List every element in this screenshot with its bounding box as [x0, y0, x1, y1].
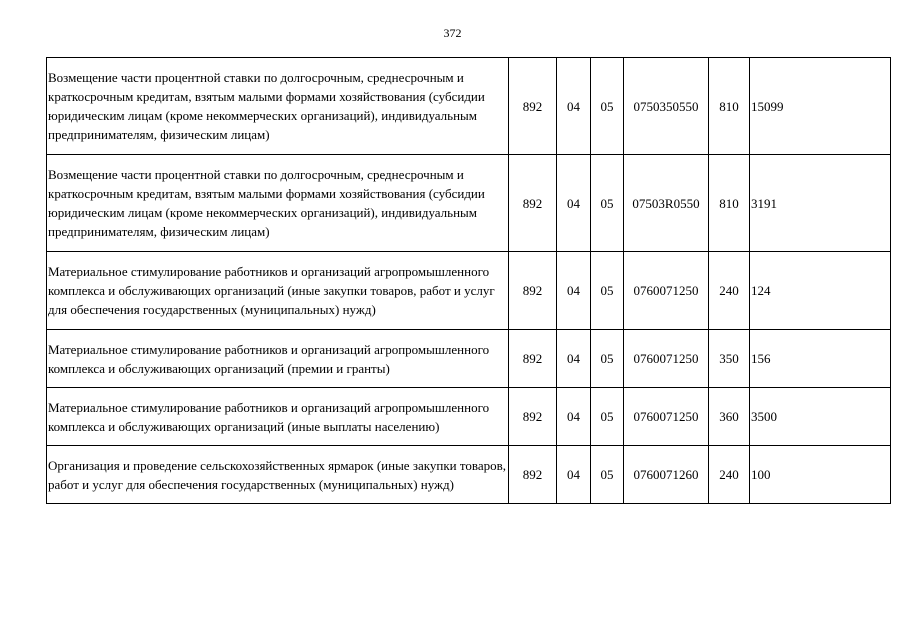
amount: 3191 — [750, 155, 891, 252]
amount: 156 — [750, 330, 891, 388]
row-description: Материальное стимулирование работников и организаций агропромышленного комплекса и обслуживающих организаций (иные закупки товаров, работ и услуг для обеспечения государственных (муниципальных) нужд) — [47, 252, 509, 330]
table-row — [47, 155, 891, 252]
amount: 3500 — [750, 388, 891, 446]
expense-type-code: 240 — [709, 252, 750, 330]
target-article-code: 0760071250 — [624, 330, 709, 388]
expense-type-code: 350 — [709, 330, 750, 388]
subsection-code: 05 — [591, 58, 624, 155]
section-code: 04 — [557, 155, 591, 252]
subsection-code: 05 — [591, 330, 624, 388]
expense-type-code: 810 — [709, 58, 750, 155]
section-code: 04 — [557, 330, 591, 388]
table-row — [47, 58, 891, 155]
ministry-code: 892 — [509, 252, 557, 330]
subsection-code: 05 — [591, 155, 624, 252]
subsection-code: 05 — [591, 252, 624, 330]
ministry-code: 892 — [509, 58, 557, 155]
section-code: 04 — [557, 252, 591, 330]
target-article-code: 0760071250 — [624, 388, 709, 446]
row-description: Возмещение части процентной ставки по долгосрочным, среднесрочным и краткосрочным кредитам, взятым малыми формами хозяйствования (субсидии юридическим лицам (кроме некоммерческих организаций), индивидуальным предпринимателям, физическим лицам) — [47, 58, 509, 155]
subsection-code: 05 — [591, 388, 624, 446]
table-row — [47, 252, 891, 330]
ministry-code: 892 — [509, 388, 557, 446]
expense-type-code: 810 — [709, 155, 750, 252]
section-code: 04 — [557, 446, 591, 504]
amount: 124 — [750, 252, 891, 330]
budget-table — [46, 57, 891, 504]
table-row — [47, 388, 891, 446]
amount: 15099 — [750, 58, 891, 155]
ministry-code: 892 — [509, 155, 557, 252]
table-row — [47, 446, 891, 504]
target-article-code: 0760071260 — [624, 446, 709, 504]
ministry-code: 892 — [509, 446, 557, 504]
section-code: 04 — [557, 58, 591, 155]
row-description: Материальное стимулирование работников и организаций агропромышленного комплекса и обслуживающих организаций (премии и гранты) — [47, 330, 509, 388]
expense-type-code: 240 — [709, 446, 750, 504]
amount: 100 — [750, 446, 891, 504]
row-description: Возмещение части процентной ставки по долгосрочным, среднесрочным и краткосрочным кредитам, взятым малыми формами хозяйствования (субсидии юридическим лицам (кроме некоммерческих организаций), индивидуальным предпринимателям, физическим лицам) — [47, 155, 509, 252]
table-row — [47, 330, 891, 388]
target-article-code: 07503R0550 — [624, 155, 709, 252]
section-code: 04 — [557, 388, 591, 446]
target-article-code: 0750350550 — [624, 58, 709, 155]
row-description: Организация и проведение сельскохозяйственных ярмарок (иные закупки товаров, работ и услуг для обеспечения государственных (муниципальных) нужд) — [47, 446, 509, 504]
expense-type-code: 360 — [709, 388, 750, 446]
target-article-code: 0760071250 — [624, 252, 709, 330]
page-number: 372 — [443, 26, 462, 40]
row-description: Материальное стимулирование работников и организаций агропромышленного комплекса и обслуживающих организаций (иные выплаты населению) — [47, 388, 509, 446]
ministry-code: 892 — [509, 330, 557, 388]
subsection-code: 05 — [591, 446, 624, 504]
